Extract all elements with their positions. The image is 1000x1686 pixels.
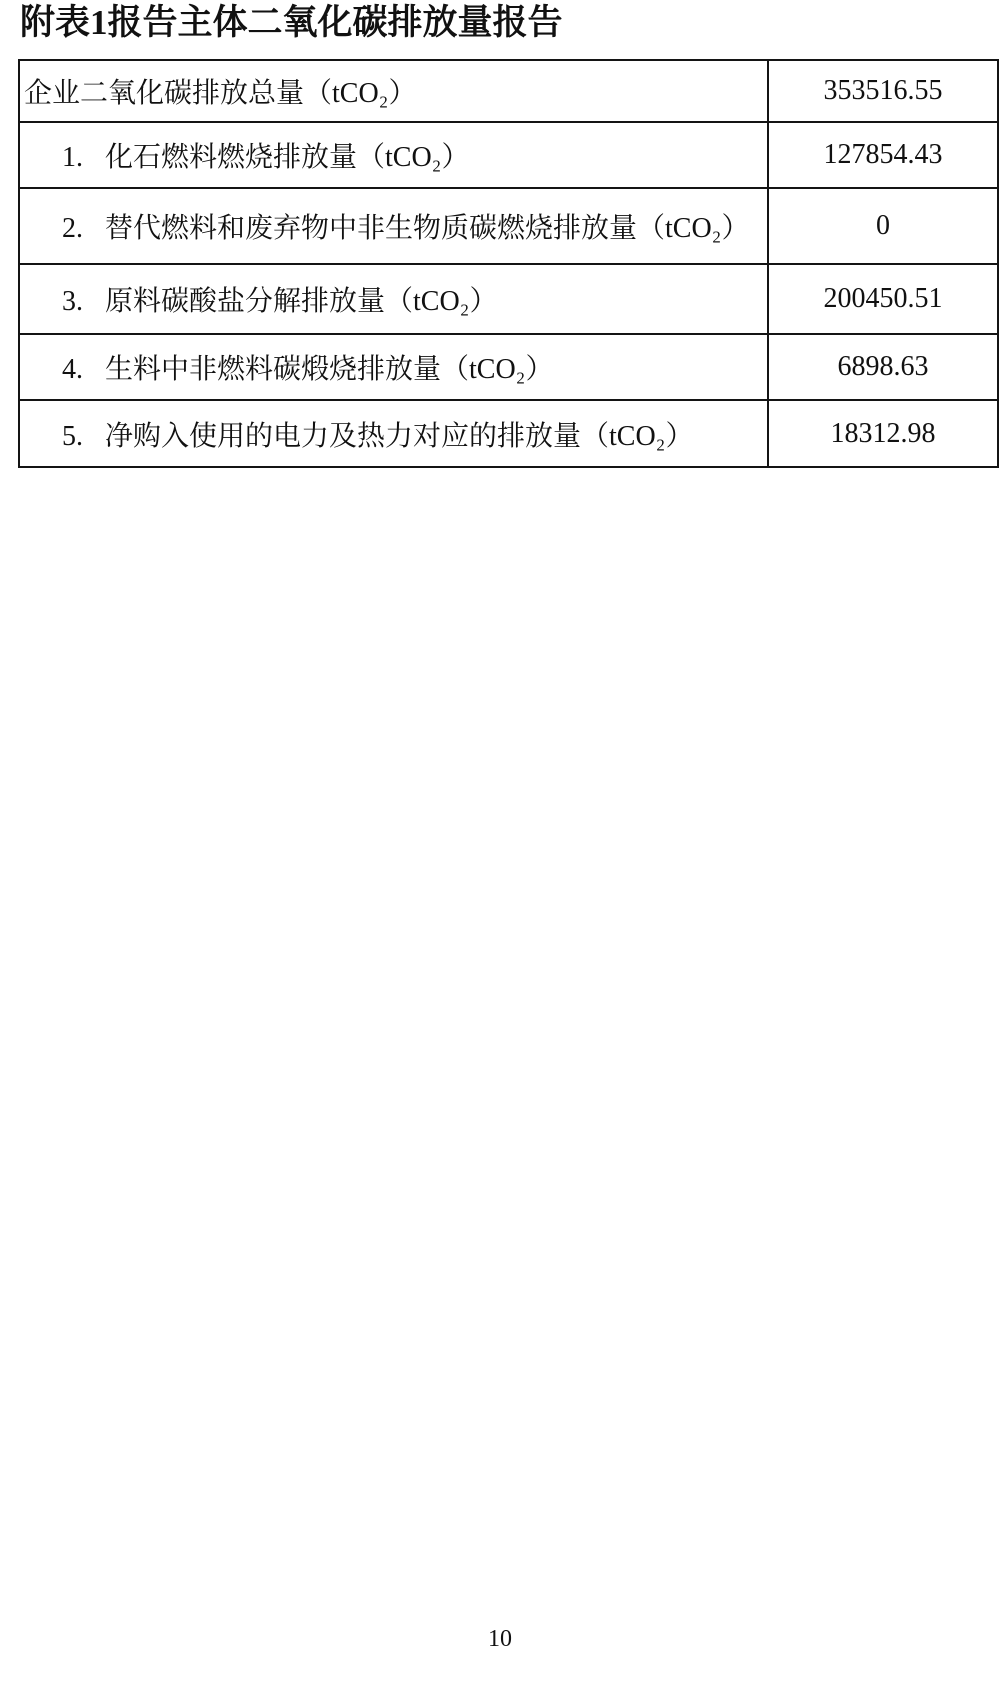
table-row-carbonate-decomposition — [19, 264, 998, 334]
page-number: 10 — [488, 1626, 512, 1652]
row-number: 3. — [62, 286, 83, 317]
row-label-cell — [19, 334, 768, 400]
row-number: 5. — [62, 420, 83, 452]
row-label-cell — [19, 264, 768, 334]
row-label: 原料碳酸盐分解排放量（tCO₂） — [105, 286, 498, 317]
row-value-cell: 0 — [768, 188, 998, 264]
row-number: 4. — [62, 354, 83, 385]
document-title: 附表1报告主体二氧化碳排放量报告 — [20, 3, 563, 42]
row-label: 企业二氧化碳排放总量（tCO₂） — [24, 78, 417, 109]
table-row-purchased-electricity-heat — [19, 400, 998, 467]
row-label-cell — [19, 400, 768, 467]
table-row-total — [19, 60, 998, 122]
row-label: 替代燃料和废弃物中非生物质碳燃烧排放量（tCO₂） — [105, 213, 750, 244]
row-label: 净购入使用的电力及热力对应的排放量（tCO₂） — [105, 420, 694, 452]
row-number: 2. — [62, 213, 83, 244]
row-value-cell: 6898.63 — [768, 334, 998, 400]
row-label: 生料中非燃料碳煅烧排放量（tCO₂） — [105, 354, 554, 385]
table-row-fossil-fuel — [19, 122, 998, 188]
row-label-cell — [19, 122, 768, 188]
row-value-cell: 200450.51 — [768, 264, 998, 334]
table-row-raw-meal-calcination — [19, 334, 998, 400]
row-label-cell — [19, 60, 768, 122]
row-number: 1. — [62, 142, 83, 173]
row-label-cell — [19, 188, 768, 264]
row-value-cell: 353516.55 — [768, 60, 998, 122]
row-value-cell: 18312.98 — [768, 400, 998, 467]
emissions-table — [18, 59, 999, 468]
table-row-alternative-fuel — [19, 188, 998, 264]
row-label: 化石燃料燃烧排放量（tCO₂） — [105, 142, 470, 173]
row-value-cell: 127854.43 — [768, 122, 998, 188]
